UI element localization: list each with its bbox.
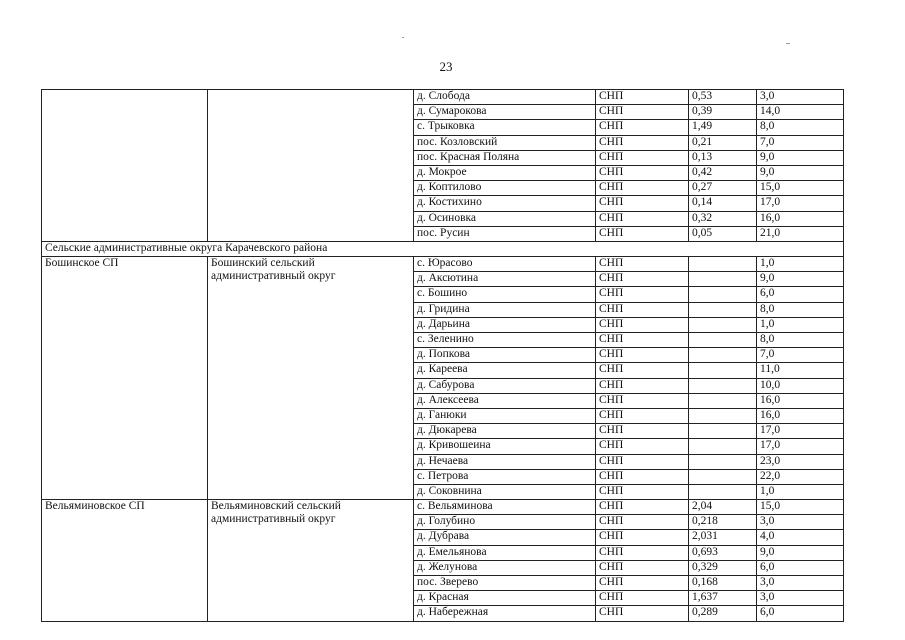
settlement-name-cell: с. Трыковка: [414, 120, 596, 135]
settlements-table: [41, 89, 844, 622]
value1-cell: 0,32: [689, 211, 757, 226]
value2-cell: 22,0: [757, 469, 844, 484]
settlement-type-cell: СНП: [596, 105, 689, 120]
value2-cell: 6,0: [757, 606, 844, 621]
value1-cell: [689, 333, 757, 348]
settlement-type-cell: СНП: [596, 393, 689, 408]
value1-cell: [689, 454, 757, 469]
value1-cell: 1,49: [689, 120, 757, 135]
value2-cell: 17,0: [757, 424, 844, 439]
section-heading-row: [42, 241, 844, 256]
value2-cell: 15,0: [757, 181, 844, 196]
value2-cell: 10,0: [757, 378, 844, 393]
value1-cell: 0,27: [689, 181, 757, 196]
value2-cell: 7,0: [757, 348, 844, 363]
value1-cell: 0,21: [689, 135, 757, 150]
value1-cell: [689, 272, 757, 287]
value2-cell: 9,0: [757, 150, 844, 165]
value2-cell: 15,0: [757, 500, 844, 515]
value1-cell: 0,13: [689, 150, 757, 165]
settlement-type-cell: СНП: [596, 560, 689, 575]
value1-cell: [689, 287, 757, 302]
settlement-type-cell: СНП: [596, 424, 689, 439]
settlement-name-cell: с. Бошино: [414, 287, 596, 302]
value1-cell: 2,04: [689, 500, 757, 515]
settlement-type-cell: СНП: [596, 302, 689, 317]
settlement-type-cell: СНП: [596, 348, 689, 363]
value1-cell: [689, 257, 757, 272]
settlement-name-cell: д. Емельянова: [414, 545, 596, 560]
value1-cell: [689, 363, 757, 378]
value1-cell: [689, 469, 757, 484]
settlement-name-cell: с. Юрасово: [414, 257, 596, 272]
settlement-type-cell: СНП: [596, 257, 689, 272]
settlement-type-cell: СНП: [596, 363, 689, 378]
value1-cell: 2,031: [689, 530, 757, 545]
value1-cell: [689, 484, 757, 499]
value2-cell: 9,0: [757, 165, 844, 180]
settlement-name-cell: д. Попкова: [414, 348, 596, 363]
value2-cell: 16,0: [757, 393, 844, 408]
administrative-district-cell: Вельяминовский сельский административный округ: [208, 500, 414, 622]
value2-cell: 1,0: [757, 257, 844, 272]
settlement-type-cell: СНП: [596, 272, 689, 287]
municipal-settlement-cell: Бошинское СП: [42, 257, 208, 500]
settlement-type-cell: СНП: [596, 576, 689, 591]
settlement-name-cell: пос. Козловский: [414, 135, 596, 150]
settlement-name-cell: д. Сабурова: [414, 378, 596, 393]
settlement-type-cell: СНП: [596, 196, 689, 211]
settlement-type-cell: СНП: [596, 165, 689, 180]
value2-cell: 16,0: [757, 211, 844, 226]
empty-district-cell: [208, 90, 414, 242]
settlement-type-cell: СНП: [596, 333, 689, 348]
settlement-name-cell: д. Дарьина: [414, 317, 596, 332]
value2-cell: 11,0: [757, 363, 844, 378]
value1-cell: [689, 393, 757, 408]
municipal-settlement-cell: Вельяминовское СП: [42, 500, 208, 622]
table-row: [42, 257, 844, 272]
settlement-name-cell: д. Набережная: [414, 606, 596, 621]
settlement-type-cell: СНП: [596, 135, 689, 150]
value2-cell: 7,0: [757, 135, 844, 150]
settlement-type-cell: СНП: [596, 484, 689, 499]
administrative-district-cell: Бошинский сельский административный округ: [208, 257, 414, 500]
value2-cell: 8,0: [757, 302, 844, 317]
settlement-name-cell: д. Алексеева: [414, 393, 596, 408]
settlement-name-cell: д. Соковнина: [414, 484, 596, 499]
settlement-type-cell: СНП: [596, 408, 689, 423]
value1-cell: [689, 378, 757, 393]
table-row: [42, 500, 844, 515]
value2-cell: 3,0: [757, 591, 844, 606]
settlement-name-cell: д. Аксютина: [414, 272, 596, 287]
value1-cell: [689, 302, 757, 317]
value2-cell: 6,0: [757, 287, 844, 302]
value1-cell: 0,05: [689, 226, 757, 241]
value1-cell: 0,39: [689, 105, 757, 120]
settlement-name-cell: пос. Русин: [414, 226, 596, 241]
scan-speck: [402, 37, 404, 38]
value2-cell: 1,0: [757, 484, 844, 499]
table-row: [42, 90, 844, 105]
settlement-type-cell: СНП: [596, 287, 689, 302]
settlement-type-cell: СНП: [596, 439, 689, 454]
scan-speck: [786, 43, 790, 44]
settlement-type-cell: СНП: [596, 378, 689, 393]
settlement-name-cell: д. Мокрое: [414, 165, 596, 180]
value1-cell: 1,637: [689, 591, 757, 606]
settlement-name-cell: д. Слобода: [414, 90, 596, 105]
settlement-name-cell: с. Вельяминова: [414, 500, 596, 515]
value2-cell: 16,0: [757, 408, 844, 423]
value2-cell: 21,0: [757, 226, 844, 241]
settlement-name-cell: пос. Зверево: [414, 576, 596, 591]
settlement-type-cell: СНП: [596, 150, 689, 165]
value1-cell: 0,329: [689, 560, 757, 575]
settlement-name-cell: с. Петрова: [414, 469, 596, 484]
value2-cell: 17,0: [757, 196, 844, 211]
settlement-name-cell: д. Осиновка: [414, 211, 596, 226]
settlement-name-cell: д. Голубино: [414, 515, 596, 530]
value1-cell: [689, 317, 757, 332]
settlement-name-cell: д. Желунова: [414, 560, 596, 575]
value2-cell: 9,0: [757, 545, 844, 560]
value2-cell: 1,0: [757, 317, 844, 332]
value1-cell: [689, 424, 757, 439]
settlement-name-cell: д. Красная: [414, 591, 596, 606]
value1-cell: 0,168: [689, 576, 757, 591]
settlement-type-cell: СНП: [596, 606, 689, 621]
value1-cell: 0,693: [689, 545, 757, 560]
value2-cell: 8,0: [757, 333, 844, 348]
settlement-name-cell: д. Дубрава: [414, 530, 596, 545]
settlement-type-cell: СНП: [596, 181, 689, 196]
value2-cell: 8,0: [757, 120, 844, 135]
settlement-name-cell: с. Зеленино: [414, 333, 596, 348]
value1-cell: [689, 439, 757, 454]
value2-cell: 6,0: [757, 560, 844, 575]
settlement-type-cell: СНП: [596, 90, 689, 105]
settlement-name-cell: пос. Красная Поляна: [414, 150, 596, 165]
settlement-name-cell: д. Дюкарева: [414, 424, 596, 439]
settlement-name-cell: д. Кривошеина: [414, 439, 596, 454]
settlement-type-cell: СНП: [596, 530, 689, 545]
settlement-name-cell: д. Ганюки: [414, 408, 596, 423]
settlement-type-cell: СНП: [596, 454, 689, 469]
settlement-type-cell: СНП: [596, 469, 689, 484]
value1-cell: 0,14: [689, 196, 757, 211]
value2-cell: 14,0: [757, 105, 844, 120]
settlement-type-cell: СНП: [596, 120, 689, 135]
value2-cell: 9,0: [757, 272, 844, 287]
settlement-name-cell: д. Сумарокова: [414, 105, 596, 120]
value2-cell: 3,0: [757, 515, 844, 530]
value2-cell: 23,0: [757, 454, 844, 469]
settlement-type-cell: СНП: [596, 317, 689, 332]
value1-cell: 0,289: [689, 606, 757, 621]
value1-cell: 0,53: [689, 90, 757, 105]
value2-cell: 3,0: [757, 576, 844, 591]
section-heading: Сельские административные округа Карачевского района: [42, 241, 844, 256]
settlement-name-cell: д. Нечаева: [414, 454, 596, 469]
value2-cell: 3,0: [757, 90, 844, 105]
settlement-type-cell: СНП: [596, 211, 689, 226]
value1-cell: 0,218: [689, 515, 757, 530]
value1-cell: 0,42: [689, 165, 757, 180]
settlement-name-cell: д. Гридина: [414, 302, 596, 317]
settlement-type-cell: СНП: [596, 226, 689, 241]
settlement-name-cell: д. Коптилово: [414, 181, 596, 196]
empty-settlement-cell: [42, 90, 208, 242]
value2-cell: 4,0: [757, 530, 844, 545]
settlement-name-cell: д. Костихино: [414, 196, 596, 211]
value2-cell: 17,0: [757, 439, 844, 454]
settlement-type-cell: СНП: [596, 545, 689, 560]
settlement-type-cell: СНП: [596, 515, 689, 530]
settlement-type-cell: СНП: [596, 500, 689, 515]
settlement-name-cell: д. Кареева: [414, 363, 596, 378]
value1-cell: [689, 408, 757, 423]
page-number: 23: [439, 59, 453, 74]
value1-cell: [689, 348, 757, 363]
settlement-type-cell: СНП: [596, 591, 689, 606]
